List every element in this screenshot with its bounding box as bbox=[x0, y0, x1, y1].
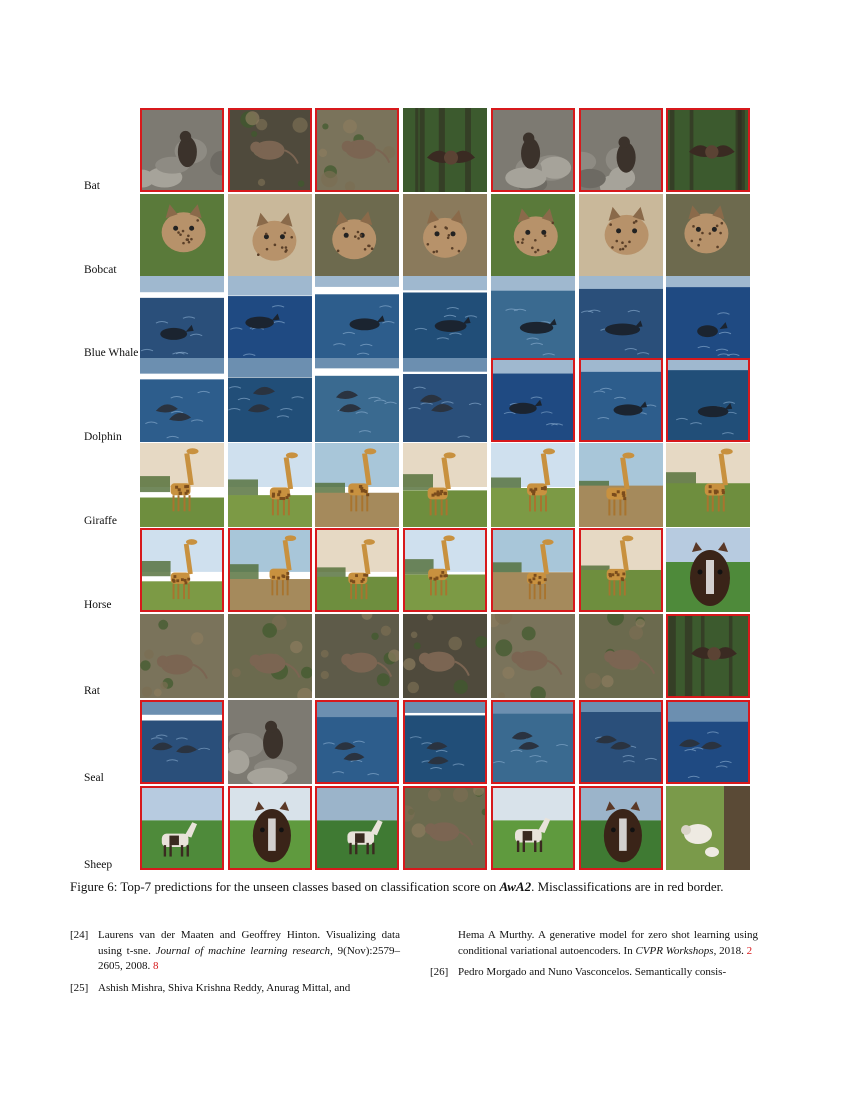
reference-authors: Laurens van der Maaten and Geoffrey Hinton. Visualizing data using t-sne. bbox=[98, 929, 400, 957]
row-label: Sheep bbox=[84, 859, 113, 871]
caption-prefix: Figure 6: Top-7 predictions for the unseen classes based on classification score on bbox=[70, 879, 500, 894]
prediction-image-misclassified bbox=[666, 700, 750, 784]
prediction-image bbox=[140, 614, 224, 698]
prediction-image-misclassified bbox=[228, 108, 312, 192]
prediction-image-misclassified bbox=[579, 528, 663, 612]
prediction-image bbox=[228, 700, 312, 784]
prediction-image-misclassified bbox=[140, 528, 224, 612]
prediction-image bbox=[140, 358, 224, 442]
prediction-image bbox=[666, 276, 750, 360]
figure-caption bbox=[70, 878, 790, 896]
row-label: Rat bbox=[84, 685, 100, 697]
prediction-image-misclassified bbox=[579, 786, 663, 870]
prediction-image-misclassified bbox=[315, 700, 399, 784]
prediction-image-misclassified bbox=[403, 528, 487, 612]
prediction-image-misclassified bbox=[140, 108, 224, 192]
prediction-image-misclassified bbox=[140, 700, 224, 784]
prediction-image bbox=[315, 358, 399, 442]
reference-venue: CVPR Workshops bbox=[635, 944, 714, 957]
references-right-column bbox=[430, 928, 758, 987]
row-label: Blue Whale bbox=[84, 347, 139, 359]
prediction-image bbox=[228, 276, 312, 360]
prediction-image bbox=[579, 194, 663, 278]
prediction-image-misclassified bbox=[228, 786, 312, 870]
prediction-image bbox=[140, 194, 224, 278]
prediction-image bbox=[403, 614, 487, 698]
prediction-image-misclassified bbox=[491, 700, 575, 784]
prediction-image-misclassified bbox=[403, 700, 487, 784]
prediction-image bbox=[403, 443, 487, 527]
prediction-image-misclassified bbox=[228, 528, 312, 612]
prediction-image-misclassified bbox=[491, 108, 575, 192]
prediction-image bbox=[403, 276, 487, 360]
reference-backlink[interactable]: 2 bbox=[746, 944, 753, 957]
reference-venue: Journal of machine learning research bbox=[155, 944, 331, 957]
prediction-image bbox=[579, 614, 663, 698]
prediction-image bbox=[403, 194, 487, 278]
prediction-image bbox=[491, 276, 575, 360]
prediction-image bbox=[491, 443, 575, 527]
reference-continuation: Hema A Murthy. A generative model for zero shot learning using conditional variational autoencoders. In bbox=[458, 929, 758, 957]
reference-number: [24] bbox=[70, 929, 89, 941]
reference-25 bbox=[70, 981, 400, 997]
prediction-image bbox=[228, 194, 312, 278]
reference-authors: Ashish Mishra, Shiva Krishna Reddy, Anurag Mittal, and bbox=[98, 981, 351, 994]
prediction-image-misclassified bbox=[315, 528, 399, 612]
prediction-image-misclassified bbox=[579, 358, 663, 442]
reference-number: [25] bbox=[70, 981, 89, 994]
prediction-image-misclassified bbox=[403, 786, 487, 870]
row-label: Horse bbox=[84, 599, 112, 611]
row-label: Seal bbox=[84, 772, 104, 784]
reference-details: , 2018. bbox=[713, 944, 747, 957]
prediction-image bbox=[315, 443, 399, 527]
reference-25-continued bbox=[430, 928, 758, 959]
prediction-image bbox=[579, 276, 663, 360]
prediction-image-misclassified bbox=[666, 614, 750, 698]
reference-text: Pedro Morgado and Nuno Vasconcelos. Semantically consis- bbox=[458, 966, 727, 978]
row-label: Bobcat bbox=[84, 264, 117, 276]
prediction-image bbox=[666, 528, 750, 612]
reference-details: , 9(Nov):2579–2605, 2008. bbox=[98, 944, 400, 972]
prediction-image-misclassified bbox=[491, 358, 575, 442]
prediction-image-misclassified bbox=[315, 786, 399, 870]
prediction-image-misclassified bbox=[315, 108, 399, 192]
prediction-image bbox=[228, 443, 312, 527]
prediction-image-misclassified bbox=[491, 528, 575, 612]
caption-suffix: . Misclassifications are in red border. bbox=[531, 879, 724, 894]
prediction-image bbox=[315, 276, 399, 360]
prediction-image bbox=[403, 358, 487, 442]
prediction-image bbox=[666, 786, 750, 870]
prediction-image bbox=[315, 614, 399, 698]
prediction-image-misclassified bbox=[579, 700, 663, 784]
reference-26 bbox=[430, 965, 758, 981]
prediction-image bbox=[403, 108, 487, 192]
reference-24 bbox=[70, 928, 400, 975]
prediction-image-misclassified bbox=[666, 358, 750, 442]
prediction-image bbox=[228, 614, 312, 698]
prediction-image bbox=[579, 443, 663, 527]
row-label: Bat bbox=[84, 180, 100, 192]
prediction-image bbox=[666, 443, 750, 527]
prediction-image bbox=[315, 194, 399, 278]
prediction-image-misclassified bbox=[140, 786, 224, 870]
row-label: Giraffe bbox=[84, 515, 117, 527]
reference-number: [26] bbox=[430, 966, 449, 978]
prediction-image bbox=[140, 443, 224, 527]
prediction-image bbox=[491, 194, 575, 278]
prediction-image bbox=[228, 358, 312, 442]
prediction-image-misclassified bbox=[666, 108, 750, 192]
prediction-image-misclassified bbox=[579, 108, 663, 192]
prediction-image bbox=[666, 194, 750, 278]
prediction-image-misclassified bbox=[491, 786, 575, 870]
prediction-image bbox=[491, 614, 575, 698]
prediction-image bbox=[140, 276, 224, 360]
references-left-column bbox=[70, 928, 400, 1002]
reference-backlink[interactable]: 8 bbox=[153, 960, 159, 972]
caption-dataset: AwA2 bbox=[499, 879, 532, 894]
row-label: Dolphin bbox=[84, 431, 122, 443]
